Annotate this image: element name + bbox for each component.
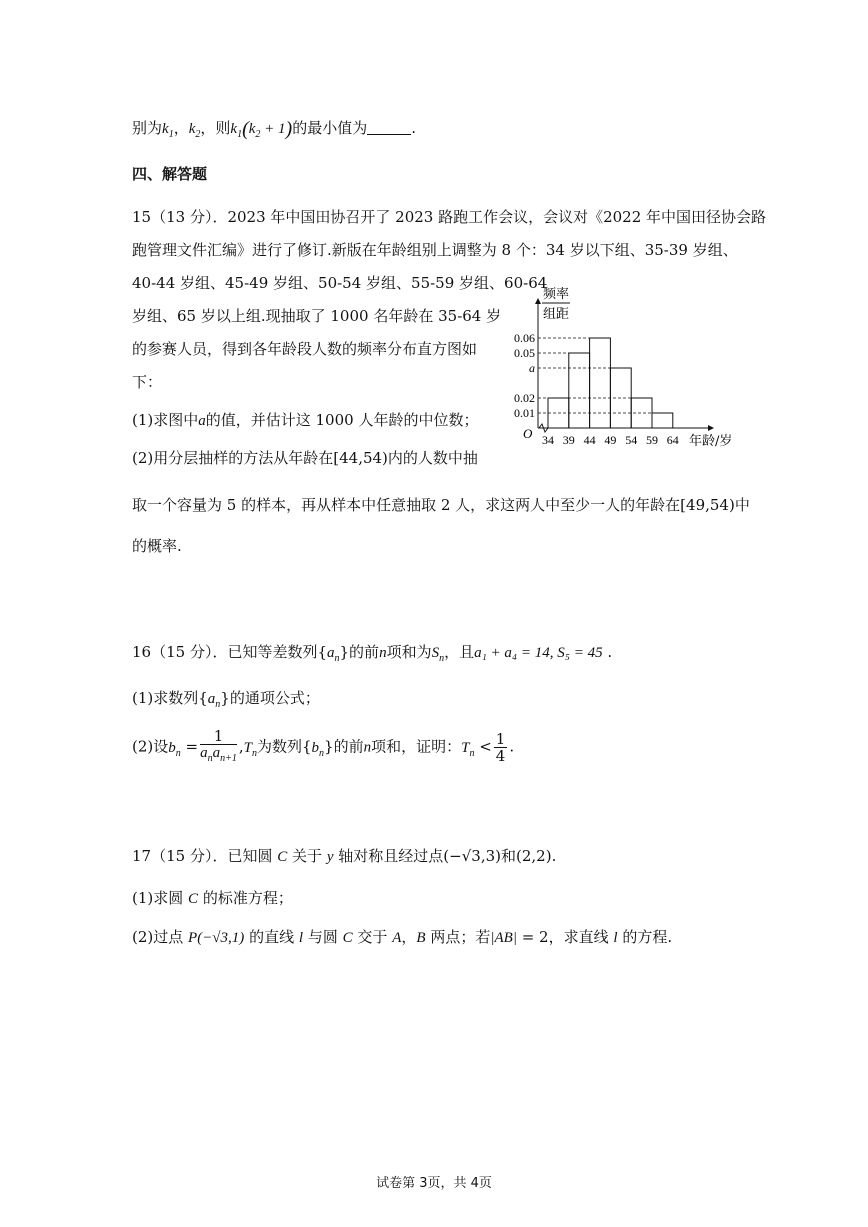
y-tick-label: 0.05: [514, 346, 535, 360]
q17-subq-1: (1)求圆 C 的标准方程；: [132, 889, 293, 907]
text: 的值，并估计这 1000 人年龄的中位数；: [205, 411, 479, 429]
x-axis-label: 年龄/岁: [689, 434, 733, 449]
y-tick-label: a: [529, 361, 535, 375]
frequency-histogram: [500, 280, 740, 450]
math-equation: a₁ + a₄ = 14, S₅ = 45: [474, 645, 603, 661]
q15-line-6: 下：: [132, 373, 163, 391]
text: ，求直线: [548, 928, 609, 946]
y-tick-label: 0.02: [514, 391, 535, 405]
q16-stem: 16（15 分）．已知等差数列$\{a_n\}$的前n项和为$S_n$，且a₁ + a₄ = 14, S₅ = 45 .: [132, 643, 613, 664]
text: (1)求图中: [132, 411, 199, 429]
q15-line-3: 40-44 岁组、45-49 岁组、50-54 岁组、55-59 岁组、60-64: [132, 274, 548, 292]
math-point: (2,2): [516, 847, 552, 865]
x-tick-label: 49: [604, 433, 617, 447]
math-k1: $k_1$: [162, 121, 174, 140]
q15-line-2: 跑管理文件汇编》进行了修订.新版在年龄组别上调整为 8 个：34 岁以下组、35-39 岁组、: [132, 241, 738, 259]
text: ，则: [200, 119, 231, 137]
page-footer: 试卷第 3页，共 4页: [376, 1176, 492, 1191]
q15-line-4: 岁组、65 岁以上组.现抽取了 1000 名年龄在 35-64 岁: [132, 307, 502, 325]
text: 和: [500, 847, 516, 865]
text: 别为: [132, 119, 163, 137]
y-tick-label: 0.01: [514, 406, 535, 420]
x-tick-label: 34: [542, 433, 554, 447]
text: 取一个容量为 5 的样本，再从样本中任意抽取 2 人，求这两人中至少一人的年龄在: [132, 496, 681, 514]
q15-line-7: [132, 495, 750, 515]
x-tick-label: 39: [562, 433, 575, 447]
section-title: 四、解答题: [132, 165, 208, 183]
q15-line-5: 的参赛人员，得到各年龄段人数的频率分布直方图如: [132, 340, 478, 358]
x-tick-label: 59: [646, 433, 658, 447]
text: 的通项公式；: [229, 689, 320, 707]
math-range: [44,54): [333, 449, 388, 467]
math-a: a: [198, 413, 206, 429]
text: 的标准方程；: [202, 889, 293, 907]
math-expr: $k_1(k_2 + 1)$: [230, 118, 293, 140]
text: 的最小值为: [292, 119, 368, 137]
q15-subq-2: [132, 448, 478, 468]
text: 的方程.: [622, 928, 673, 946]
prev-question-tail: 别为$k_1$，$k_2$，则$k_1(k_2 + 1)$的最小值为 .: [132, 118, 416, 140]
q17-subq-2: (2)过点 P(−√3,1) 的直线 l 与圆 C 交于 A，B 两点；若|AB| = 2，求直线 l 的方程.: [132, 928, 673, 946]
text: (2)用分层抽样的方法从年龄在: [132, 449, 334, 467]
text: 为数列: [256, 737, 302, 756]
q17-stem: 17（15 分）．已知圆 C 关于 y 轴对称且经过点(−√3,3)和(2,2).: [132, 847, 557, 865]
math-point: (−√3,3): [443, 847, 501, 865]
text: 16（15 分）．已知等差数列: [132, 643, 318, 661]
text: 轴对称且经过点: [338, 847, 444, 865]
answer-blank[interactable]: [367, 120, 411, 135]
text: 两点；若: [430, 928, 491, 946]
text: 与圆: [307, 928, 338, 946]
text: (1)求数列: [132, 689, 199, 707]
math-point: P(−√3,1): [188, 930, 245, 946]
histogram-bar: [590, 338, 611, 428]
text: 的直线: [249, 928, 295, 946]
q16-subq-2: (2)设$b_n$ = $\frac{1}{a_na_{n+1}}$ $,T_n$为数列$\{b_n\}$的前n项和，证明：$T_n$ < $\frac{1}{4}$ .: [132, 727, 515, 765]
q15-line-8: 的概率.: [132, 537, 182, 555]
q15-line-1: 15（13 分）．2023 年中国田协召开了 2023 路跑工作会议，会议对《2022 年中国田径协会路: [132, 208, 767, 226]
text: 内的人数中抽: [387, 449, 478, 467]
histogram-bar: [652, 413, 673, 428]
text: 项和，证明：: [371, 737, 462, 756]
text: ，且: [444, 643, 475, 661]
text: 关于: [292, 847, 323, 865]
math-k2: $k_2$: [188, 121, 201, 140]
text: (2)过点: [132, 928, 184, 946]
y-label-bottom: 组距: [542, 307, 570, 322]
text: 的前: [333, 737, 364, 756]
text: (1)求圆: [132, 889, 184, 907]
y-tick-label: 0.06: [514, 331, 535, 345]
histogram-bar: [569, 353, 590, 428]
q16-subq-1: (1)求数列$\{a_n\}$的通项公式；: [132, 689, 320, 710]
x-tick-label: 64: [666, 433, 679, 447]
text: 的前: [349, 643, 380, 661]
x-tick-label: 54: [625, 433, 638, 447]
x-tick-label: 44: [583, 433, 596, 447]
text: 17（15 分）．已知圆: [132, 847, 273, 865]
text: 交于: [357, 928, 388, 946]
q15-subq-1: [132, 410, 478, 431]
text: 中: [734, 496, 750, 514]
y-axis-arrow: [535, 298, 541, 304]
x-axis-arrow: [708, 425, 714, 431]
text: 项和为: [386, 643, 432, 661]
y-label-top: 频率: [542, 287, 570, 302]
text: (2)设: [132, 737, 169, 756]
math-range: [49,54): [680, 496, 735, 514]
origin-label: O: [523, 426, 533, 441]
